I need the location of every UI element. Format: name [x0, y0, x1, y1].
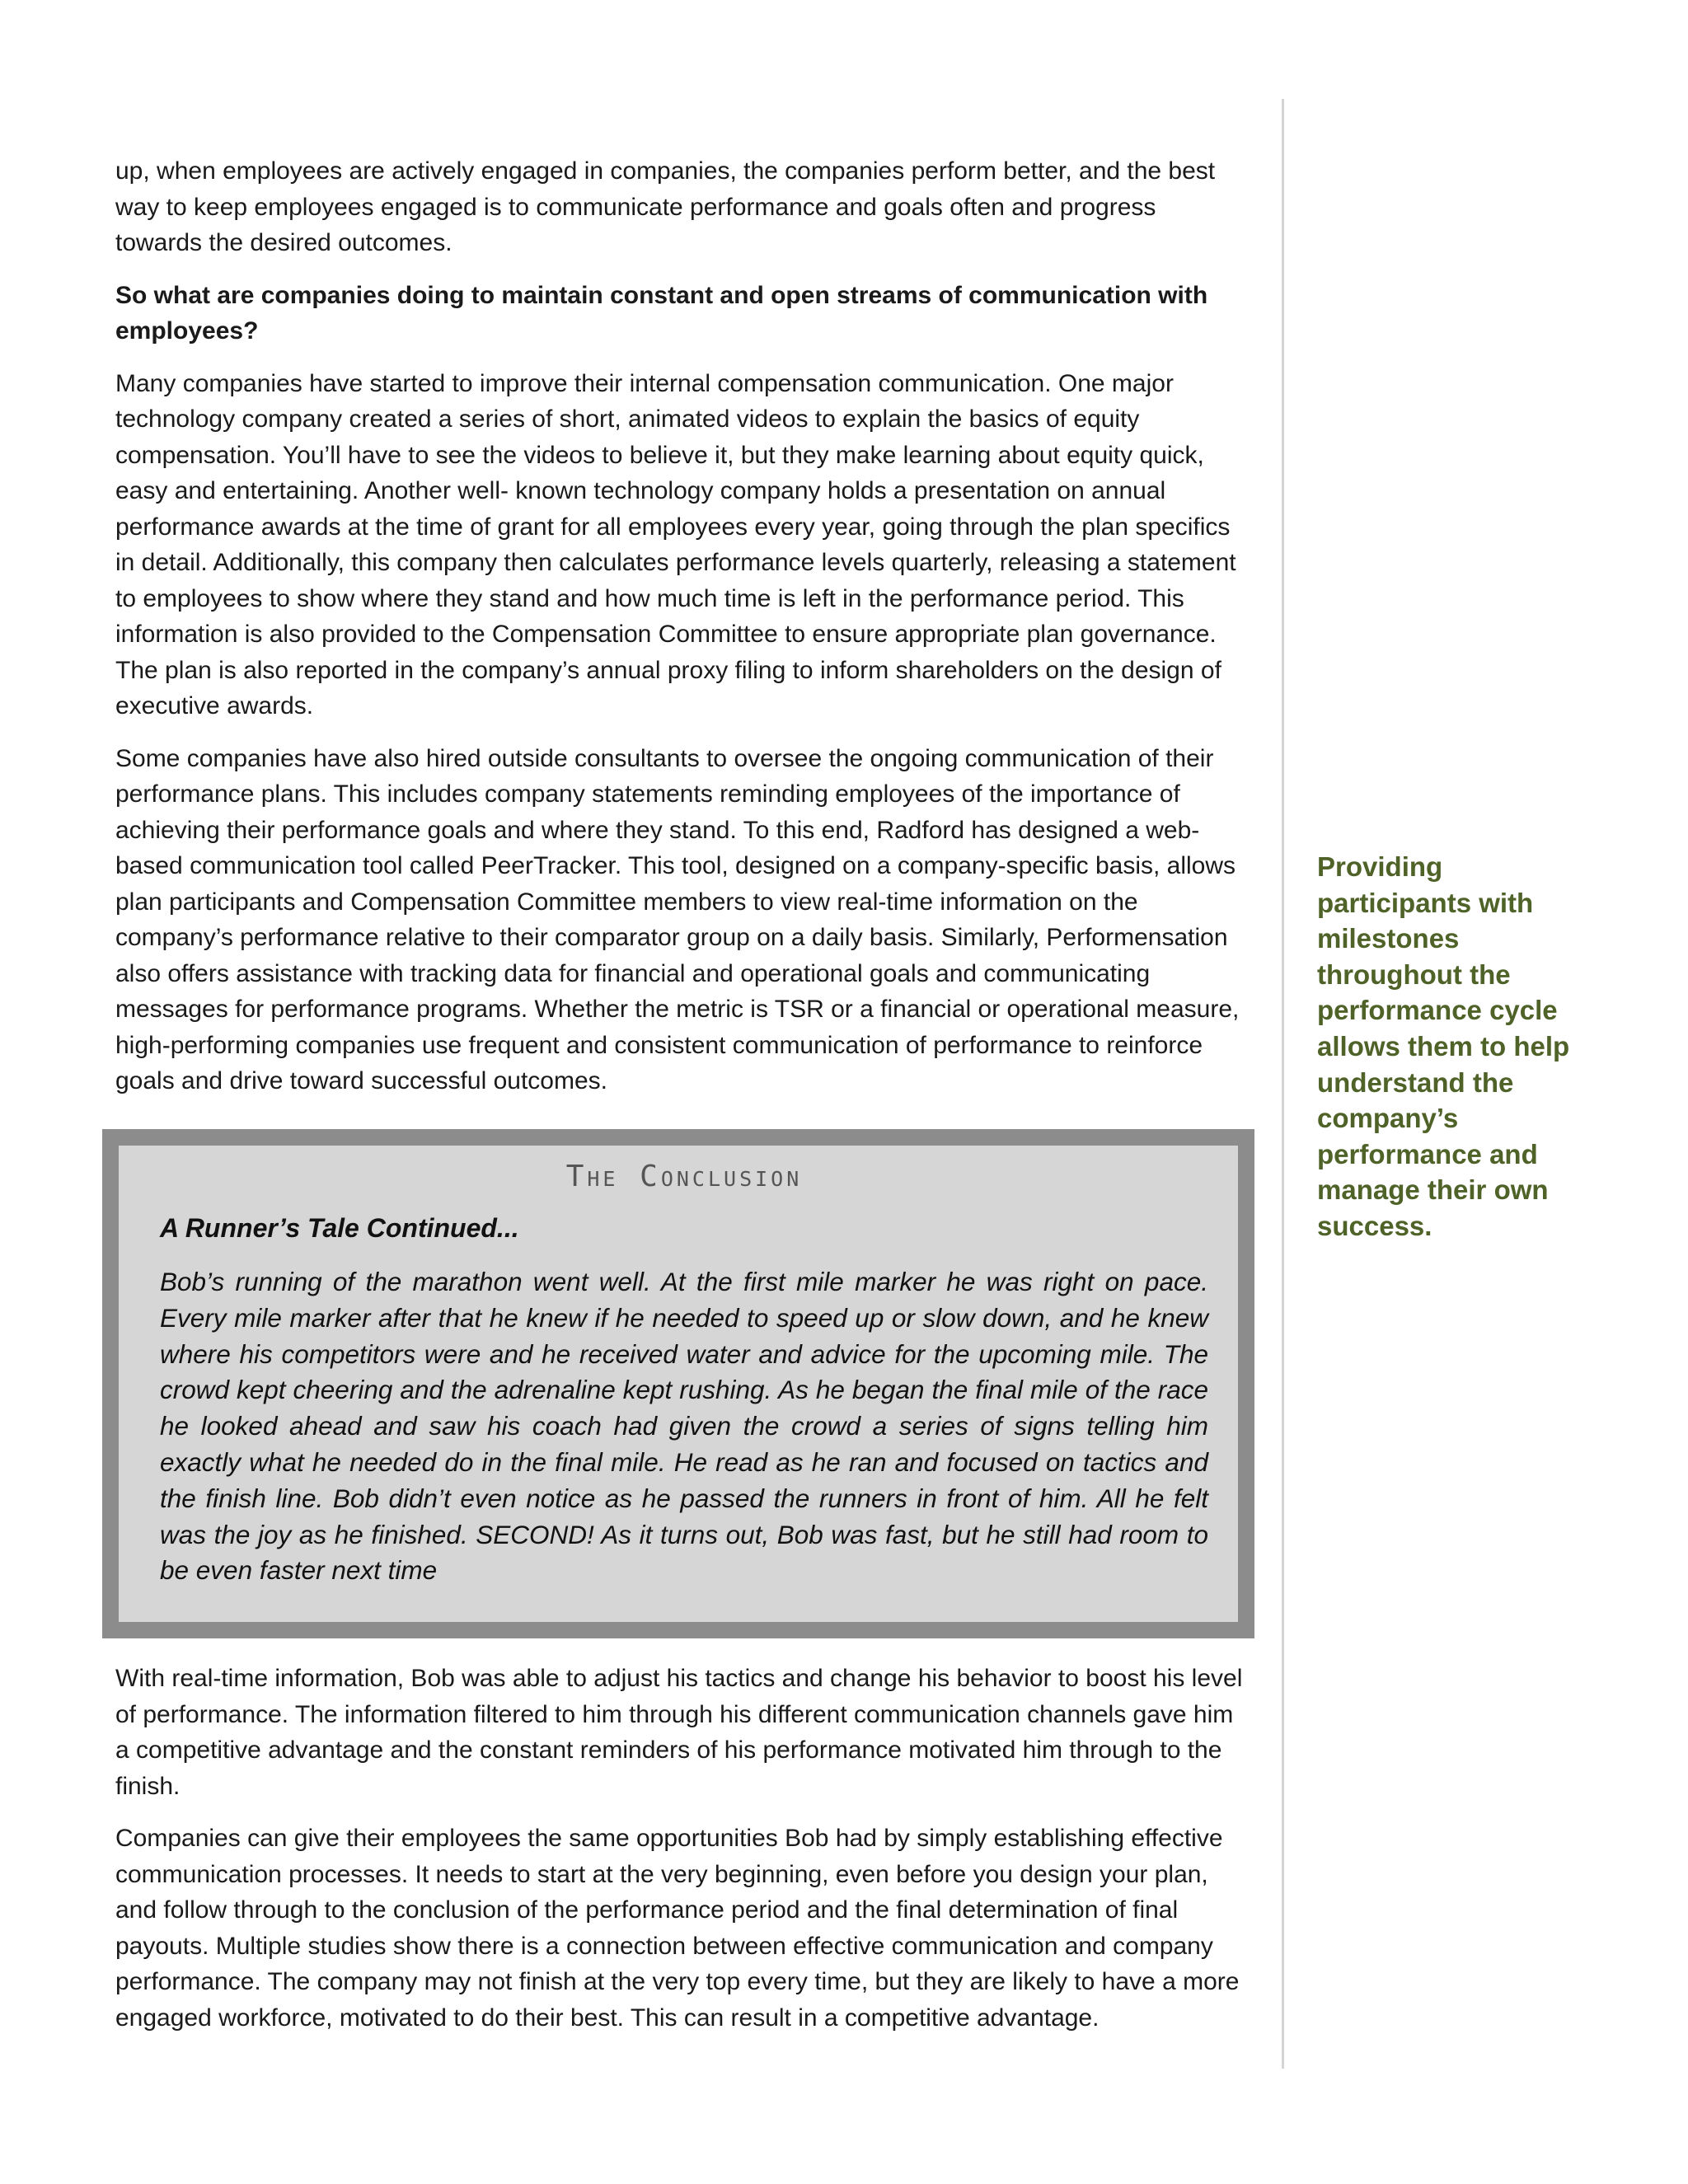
body-paragraph-2: Many companies have started to improve their internal compensation communication. One major technology company created a series of short, animated videos to explain the basics of equity compensation. You’ll have to see the videos to believe it, but they make learning about equity quick, easy and entertaining. Another well- known technology company holds a presentation on annual performance awards at the time of grant for all employees every year, going through the plan specifics in detail. Additionally, this company then calculates performance levels quarterly, releasing a statement to employees to show where they stand and how much time is left in the performance period. This information is also provided to the Compensation Committee to ensure appropriate plan governance. The plan is also reported in the company’s annual proxy filing to inform shareholders on the design of executive awards. [115, 369, 1236, 719]
section-question-heading: So what are companies doing to maintain constant and open streams of communication with employees? [115, 281, 1208, 344]
callout-title: The Conclusion [565, 1160, 803, 1193]
closing-section [115, 1661, 1245, 2052]
callout-body: Bob’s running of the marathon went well. At the first mile marker he was right on pace. Every mile marker after that he knew if he needed to speed up or slow down, and he knew where his competitors were and he received water and advice for the upcoming mile. The crowd kept cheering and the adrenaline kept rushing. As he began the final mile of the race he looked ahead and saw his coach had given the crowd a series of signs telling him exactly what he needed do in the final mile. He read as he ran and focused on tactics and the finish line. Bob didn’t even notice as he passed the runners in front of him. All he felt was the joy as he finished. SECOND! As it turns out, Bob was fast, but he still had room to be even faster next time [160, 1267, 1208, 1586]
body-paragraph-1: up, when employees are actively engaged in companies, the companies perform better, and the best way to keep employees engaged is to communicate performance and goals often and progress towards the desired outcomes. [115, 157, 1216, 256]
callout-subtitle: A Runner’s Tale Continued... [160, 1213, 519, 1243]
body-paragraph-4: With real-time information, Bob was able to adjust his tactics and change his behavior to boost his level of performance. The information filtered to him through his different communication channels gave him a competitive advantage and the constant reminders of his performance motivated him through to the finish. [115, 1665, 1243, 1800]
sidebar-pull-quote: Providing participants with milestones throughout the performance cycle allows them to help understand the company’s performance and manage their own success. [1317, 851, 1570, 1241]
main-column [115, 153, 1245, 1116]
conclusion-callout-inner [119, 1146, 1238, 1622]
conclusion-callout-box [102, 1129, 1254, 1638]
body-paragraph-3: Some companies have also hired outside consultants to oversee the ongoing communication of their performance plans. This includes company statements reminding employees of the importance of achieving their performance goals and where they stand. To this end, Radford has designed a web-based communication tool called PeerTracker. This tool, designed on a company-specific basis, allows plan participants and Compensation Committee members to view real-time information on the company’s performance relative to their comparator group on a daily basis. Similarly, Performensation also offers assistance with tracking data for financial and operational goals and communicating messages for performance programs. Whether the metric is TSR or a financial or operational measure, high-performing companies use frequent and consistent communication of performance to reinforce goals and drive toward successful outcomes. [115, 744, 1240, 1094]
body-paragraph-5: Companies can give their employees the same opportunities Bob had by simply establishing effective communication processes. It needs to start at the very beginning, even before you design your plan, and follow through to the conclusion of the performance period and the final determination of final payouts. Multiple studies show there is a connection between effective communication and company performance. The company may not finish at the very top every time, but they are likely to have a more engaged workforce, motivated to do their best. This can result in a competitive advantage. [115, 1825, 1240, 2032]
column-divider [1282, 99, 1284, 2069]
